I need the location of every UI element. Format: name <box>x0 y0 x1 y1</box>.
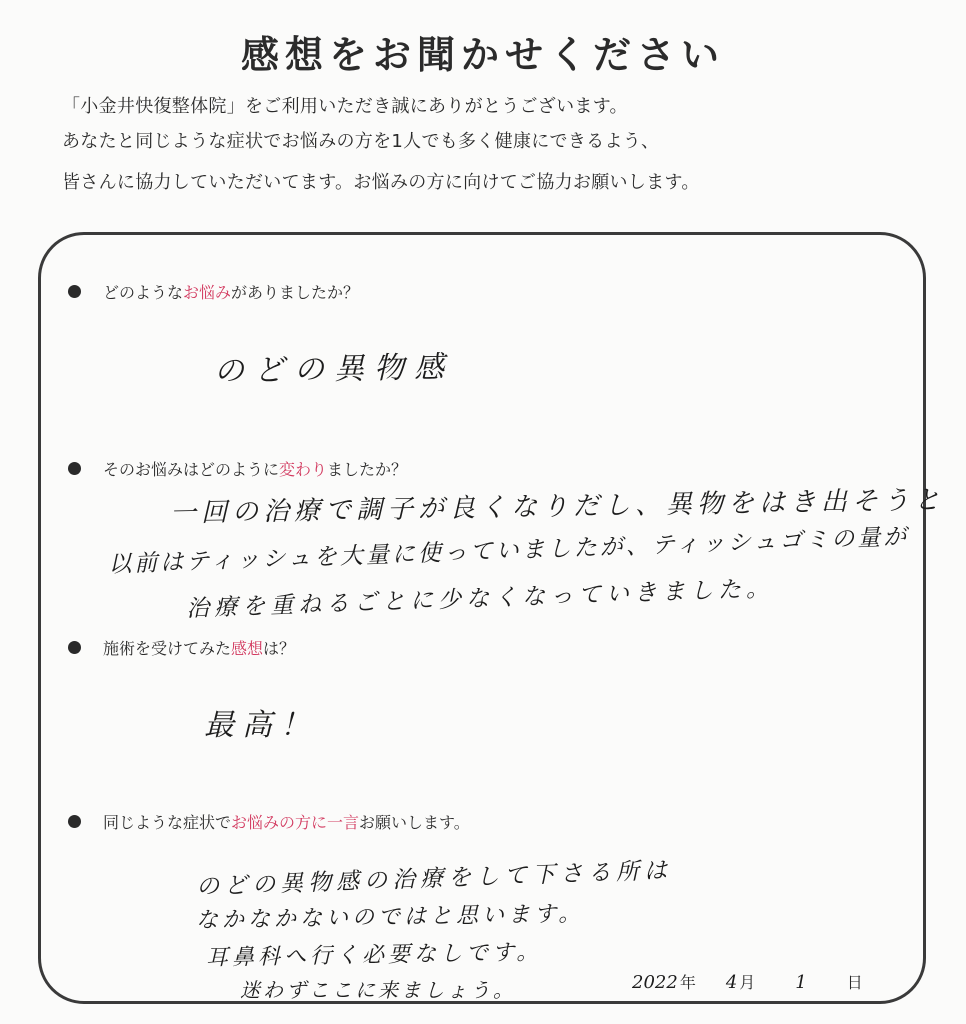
date-field <box>632 970 863 993</box>
question-text: お願いします。 <box>359 813 470 832</box>
date-year-unit: 年 <box>679 973 696 992</box>
date-year-value: 2022 <box>632 972 678 993</box>
bullet-dot-icon <box>68 641 81 654</box>
question-text: どのような <box>103 283 184 302</box>
date-day-unit: 日 <box>846 973 863 992</box>
question-text: 同じような症状で <box>103 813 232 832</box>
answer-message-line-1: のどの異物感の治療をして下さる所は <box>195 857 673 901</box>
intro-text-line-1: 「小金井快復整体院」をご利用いただき誠にありがとうございます。 <box>62 96 628 117</box>
date-month-unit: 月 <box>739 973 756 992</box>
question-accent: お悩みの方に一言 <box>231 813 360 832</box>
answer-message-line-2: なかなかないのではと思います。 <box>195 901 585 934</box>
question-text: ましたか？ <box>327 460 408 479</box>
question-text: そのお悩みはどのように <box>103 460 280 479</box>
question-trouble <box>68 280 359 303</box>
question-accent: 変わり <box>279 460 328 479</box>
question-accent: お悩み <box>183 283 232 302</box>
date-day-value: 1 <box>795 972 807 993</box>
question-impression <box>68 636 295 659</box>
answer-impression: 最高！ <box>204 708 318 743</box>
bullet-dot-icon <box>68 815 81 828</box>
question-text: 施術を受けてみた <box>103 639 232 658</box>
bullet-dot-icon <box>68 462 81 475</box>
date-month-value: 4 <box>725 972 738 993</box>
answer-change-line-1: 一回の治療で調子が良くなりだし、異物をはき出そうと <box>169 485 946 529</box>
answer-trouble: のどの異物感 <box>213 349 455 390</box>
answer-change-line-2: 以前はティッシュを大量に使っていましたが、ティッシュゴミの量が <box>107 524 910 578</box>
answer-change-line-3: 治療を重ねるごとに少なくなっていきました。 <box>185 575 775 623</box>
intro-text-line-3: 皆さんに協力していただいてます。お悩みの方に向けてご協力お願いします。 <box>62 172 700 193</box>
page-title: 感想をお聞かせください <box>240 33 725 77</box>
bullet-dot-icon <box>68 285 81 298</box>
question-accent: 感想 <box>231 639 264 658</box>
question-text: がありましたか？ <box>231 283 360 302</box>
question-change <box>68 457 407 480</box>
question-text: は？ <box>263 639 296 658</box>
question-message <box>68 810 470 833</box>
answer-message-line-4: 迷わずここに来ましょう。 <box>240 978 516 1002</box>
intro-text-line-2: あなたと同じような症状でお悩みの方を1人でも多く健康にできるよう、 <box>62 131 660 152</box>
answer-message-line-3: 耳鼻科へ行く必要なしです。 <box>205 940 543 971</box>
